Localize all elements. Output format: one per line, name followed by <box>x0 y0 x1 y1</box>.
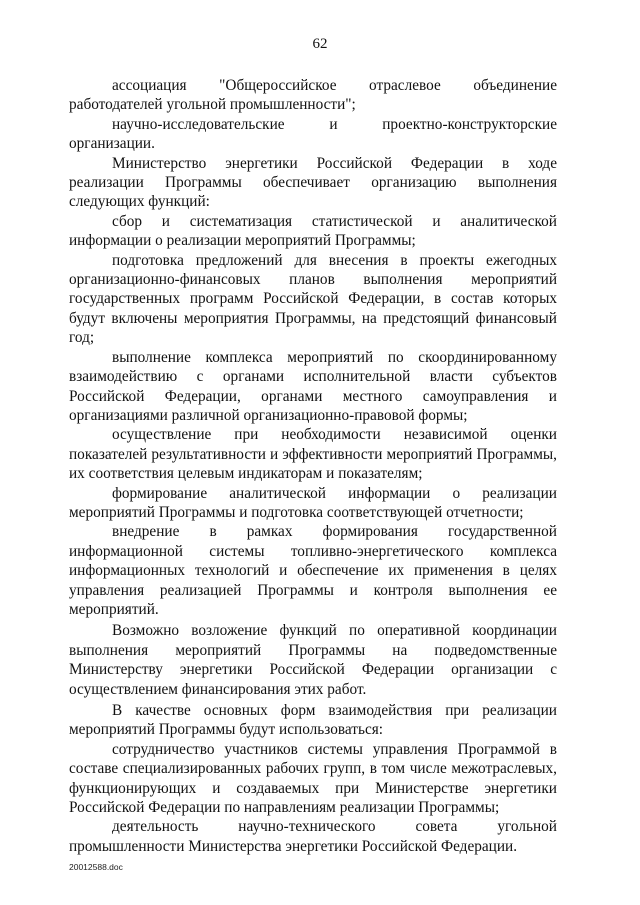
paragraph: формирование аналитической информации о реализации мероприятий Программы и подготовка соответствующей отчетности; <box>69 484 557 521</box>
paragraph: внедрение в рамках формирования государственной информационной системы топливно-энергетического комплекса информационных технологий и обеспечение их применения в целях управления реализацией Программы и контроля выполнения ее мероприятий. <box>69 523 557 618</box>
page-number: 62 <box>312 36 328 52</box>
paragraph: деятельность научно-технического совета угольной промышленности Министерства энергетики Российской Федерации. <box>69 818 557 855</box>
paragraph: В качестве основных форм взаимодействия при реализации мероприятий Программы будут использоваться: <box>69 702 557 739</box>
paragraph: научно-исследовательские и проектно-конструкторские организации. <box>69 115 557 153</box>
document-body <box>69 76 557 856</box>
paragraph: подготовка предложений для внесения в проекты ежегодных организационно-финансовых планов выполнения мероприятий государственных программ Российской Федерации, в состав которых будут включены мероприятия Программы, на предстоящий финансовый год; <box>69 251 557 347</box>
paragraph: сотрудничество участников системы управления Программой в составе специализированных рабочих групп, в том числе межотраслевых, функционирующих и создаваемых при Министерстве энергетики Российской Федерации по направлениям реализации Программы; <box>69 740 557 817</box>
paragraph: осуществление при необходимости независимой оценки показателей результативности и эффективности мероприятий Программы, их соответствия целевым индикаторам и показателям; <box>69 426 557 483</box>
footer-file-name: 20012588.doc <box>69 862 123 872</box>
paragraph: Министерство энергетики Российской Федерации в ходе реализации Программы обеспечивает организацию выполнения следующих функций: <box>69 154 557 211</box>
paragraph: сбор и систематизация статистической и аналитической информации о реализации мероприятий Программы; <box>69 212 557 250</box>
paragraph: Возможно возложение функций по оперативной координации выполнения мероприятий Программы на подведомственные Министерству энергетики Российской Федерации организации с осуществлением финансирования этих работ. <box>69 622 557 698</box>
paragraph: выполнение комплекса мероприятий по скоординированному взаимодействию с органами исполнительной власти субъектов Российской Федерации, органами местного самоуправления и организациями различной организационно-правовой формы; <box>69 348 557 424</box>
paragraph: ассоциация "Общероссийское отраслевое объединение работодателей угольной промышленности"; <box>69 77 557 114</box>
